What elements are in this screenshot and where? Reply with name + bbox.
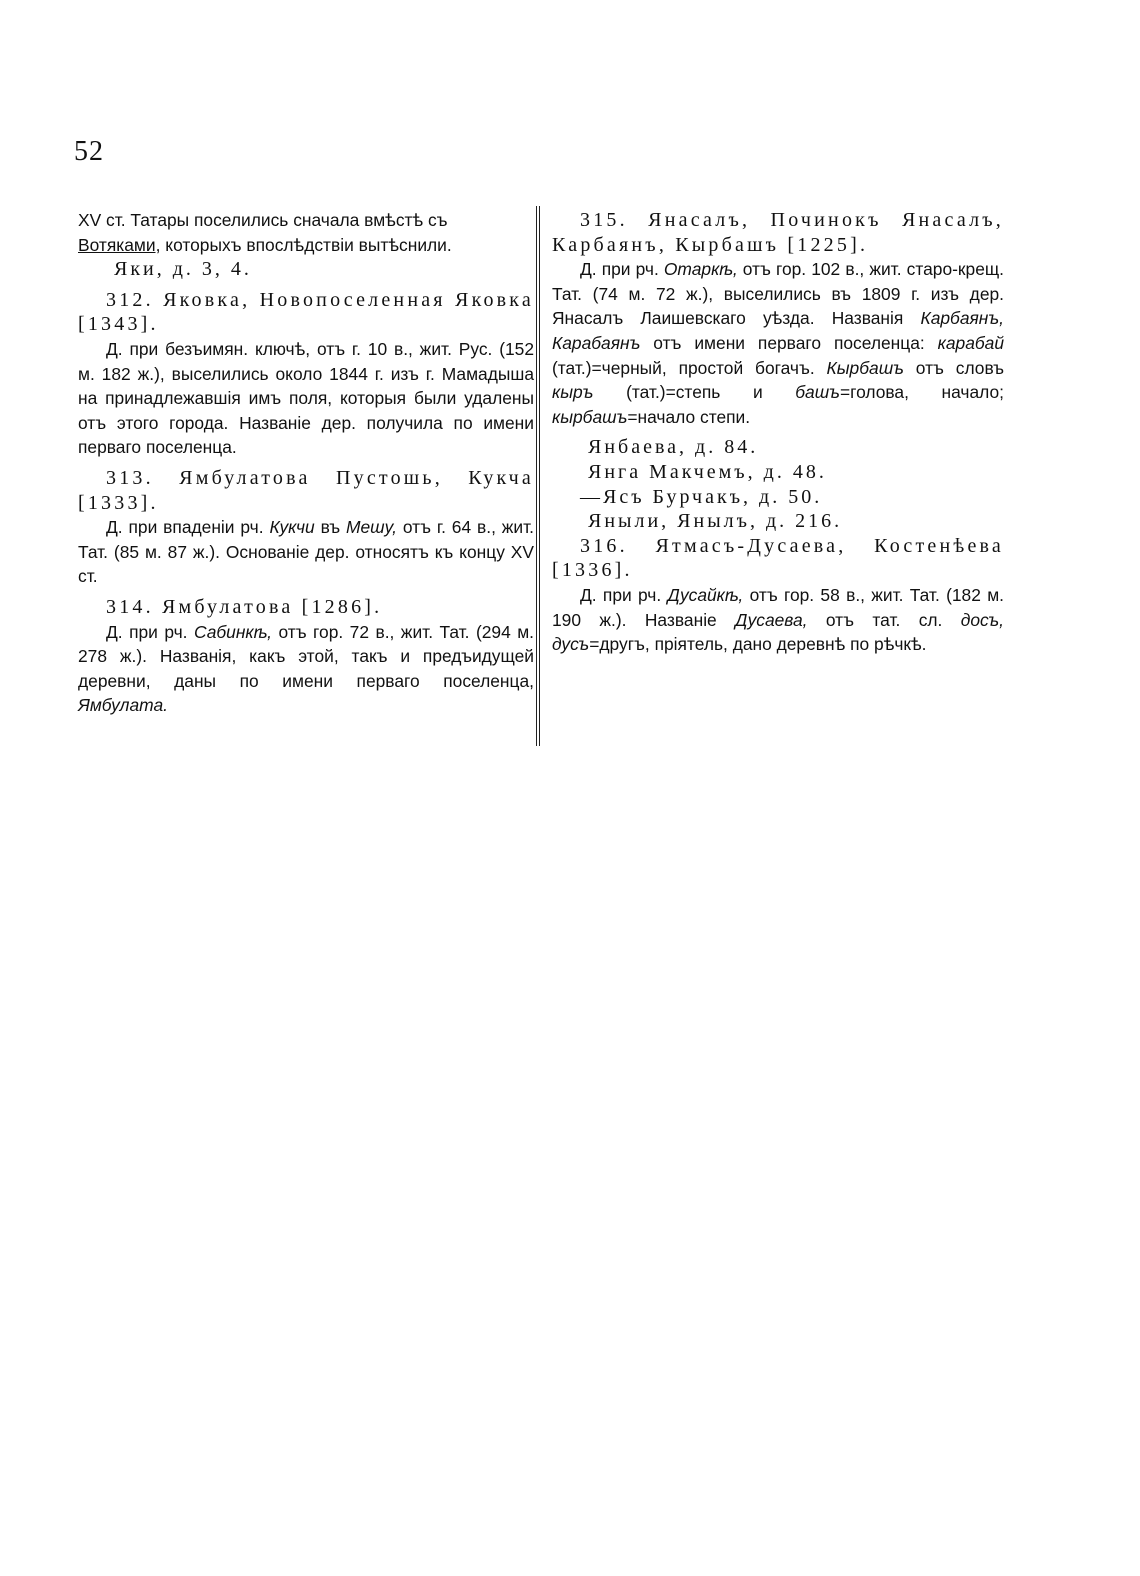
text: Д. при рч. [106, 621, 194, 642]
entry-heading-313: 313. Ямбулатова Пустошь, Кукча [1333]. [78, 466, 534, 514]
text: которыхъ впослѣдствіи вытѣснили. [160, 234, 452, 255]
underlined-word: Вотяками, [78, 234, 161, 255]
entry-heading-yaki: Яки, д. 3, 4. [114, 258, 252, 281]
text: =другъ, пріятель, дано деревнѣ по рѣчкѣ. [589, 634, 927, 655]
entry-heading-yanga: Янга Макчемъ, д. 48. [588, 460, 827, 483]
text: отъ гор. 58 в., жит. Тат. (182 м. 190 ж.). Названіе [552, 584, 1004, 630]
entry-heading-316: 316. Ятмасъ-Дусаева, Костенѣева [1336]. [552, 534, 1004, 582]
text: въ [314, 517, 346, 538]
text: отъ г. 64 в., жит. Тат. (85 м. 87 ж.). Основаніе дер. относятъ къ концу XV ст. [78, 517, 534, 587]
column-divider [536, 206, 540, 746]
text: XV ст. Татары поселились сначала вмѣстѣ съ [78, 210, 448, 230]
italic-text: Кырбашъ [826, 357, 904, 378]
text: Д. при рч. [580, 584, 668, 605]
italic-text: кыръ [552, 382, 594, 403]
page-number: 52 [74, 136, 104, 167]
text: =начало степи. [627, 406, 751, 427]
entry-heading-315: 315. Янасалъ, Починокъ Янасалъ, Карбаянъ, Кырбашъ [1225]. [552, 209, 1004, 256]
left-column [78, 208, 534, 718]
text: =голова, начало; [839, 382, 1004, 403]
italic-text: Дусайкѣ, [667, 584, 744, 605]
text: отъ гор. 72 в., жит. Тат. (294 м. 278 ж.). Названія, какъ этой, такъ и предъидущей деревни, даны по имени перваго поселенца, [78, 621, 534, 691]
entry-heading-312: 312. Яковка, Новопоселенная Яковка [1343]. [78, 288, 534, 336]
continuation-paragraph [78, 208, 534, 257]
text: (тат.)=степь и [593, 382, 796, 403]
text: Д. при рч. [580, 259, 664, 280]
italic-text: досъ, дусъ [552, 609, 1004, 655]
text: (тат.)=черный, простой богачъ. [552, 357, 827, 378]
italic-text: Отаркѣ, [663, 259, 738, 280]
italic-text: Кукчи [269, 517, 315, 538]
italic-text: башъ [795, 382, 840, 403]
entry-body-315 [552, 257, 1004, 429]
text: отъ словъ [903, 357, 1004, 378]
right-column [552, 208, 1004, 657]
entry-heading-yanbaeva: Янбаева, д. 84. [588, 436, 759, 459]
italic-text: Дусаева, [735, 609, 808, 630]
text: отъ гор. 102 в., жит. старо-крещ. Тат. (74 м. 72 ж.), выселились въ 1809 г. изъ дер. Янасалъ Лаишевскаго уѣзда. Названія [552, 259, 1005, 329]
entry-heading-yas: —Ясъ Бурчакъ, д. 50. [580, 485, 823, 508]
entry-body-316 [552, 583, 1004, 657]
text: Д. при впаденіи рч. [106, 517, 270, 538]
text: отъ тат. сл. [807, 609, 961, 630]
text: отъ имени перваго поселенца: [640, 332, 938, 353]
italic-text: Ямбулата. [78, 695, 168, 716]
entry-body-314 [78, 620, 534, 718]
entry-body-312: Д. при безъимян. ключѣ, отъ г. 10 в., жит. Рус. (152 м. 182 ж.), выселились около 1844 г. изъ г. Мамадыша на принадлежавшія имъ поля, которыя были удалены отъ этого города. Названіе дер. получила по имени перваго поселенца. [78, 338, 534, 458]
italic-text: Мешу, [346, 517, 397, 538]
italic-text: Сабинкѣ, [193, 621, 273, 642]
italic-text: карабай [937, 332, 1004, 353]
entry-heading-314: 314. Ямбулатова [1286]. [106, 595, 383, 618]
entry-heading-yanyli: Яныли, Янылъ, д. 216. [588, 510, 843, 533]
entry-body-313 [78, 515, 534, 589]
italic-text: кырбашъ [552, 406, 628, 427]
italic-text: Карбаянъ, Карабаянъ [552, 308, 1004, 353]
